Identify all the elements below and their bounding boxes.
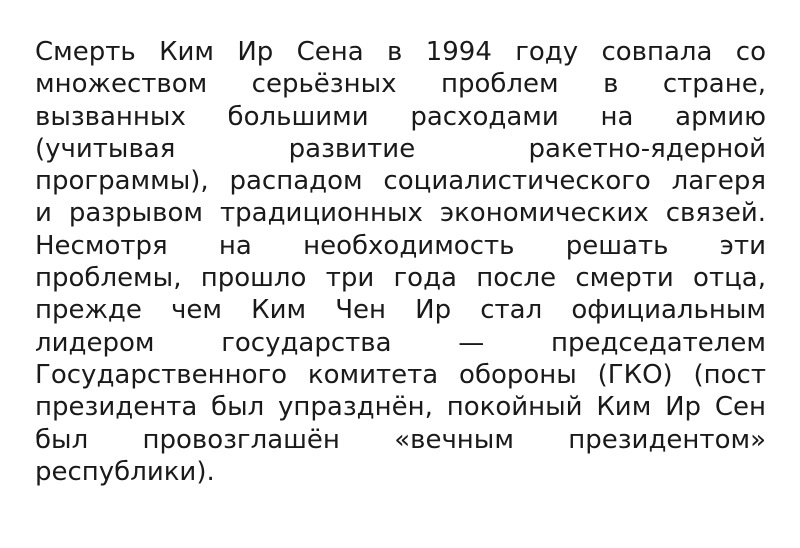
- paragraph-line: проблемы, прошло три года после смерти отца,: [35, 263, 766, 294]
- paragraph-line: был провозглашён «вечным президентом»: [35, 424, 766, 455]
- paragraph-line: прежде чем Ким Чен Ир стал официальным: [35, 295, 766, 326]
- paragraph-line: лидером государства — председателем: [35, 327, 766, 358]
- paragraph-line: множеством серьёзных проблем в стране,: [35, 69, 766, 100]
- paragraph: [35, 36, 766, 488]
- paragraph-line: Государственного комитета обороны (ГКО) (пост: [35, 359, 766, 390]
- paragraph-line: республики).: [35, 456, 215, 487]
- paragraph-line: программы), распадом социалистического лагеря: [35, 166, 766, 197]
- paragraph-line: и разрывом традиционных экономических связей.: [35, 198, 766, 229]
- paragraph-line: вызванных большими расходами на армию: [35, 101, 766, 132]
- paragraph-line: президента был упразднён, покойный Ким Ир Сен: [35, 392, 766, 423]
- paragraph-line: Смерть Ким Ир Сена в 1994 году совпала со: [35, 37, 766, 67]
- paragraph-line: Несмотря на необходимость решать эти: [35, 230, 766, 261]
- paragraph-line: (учитывая развитие ракетно-ядерной: [35, 133, 766, 164]
